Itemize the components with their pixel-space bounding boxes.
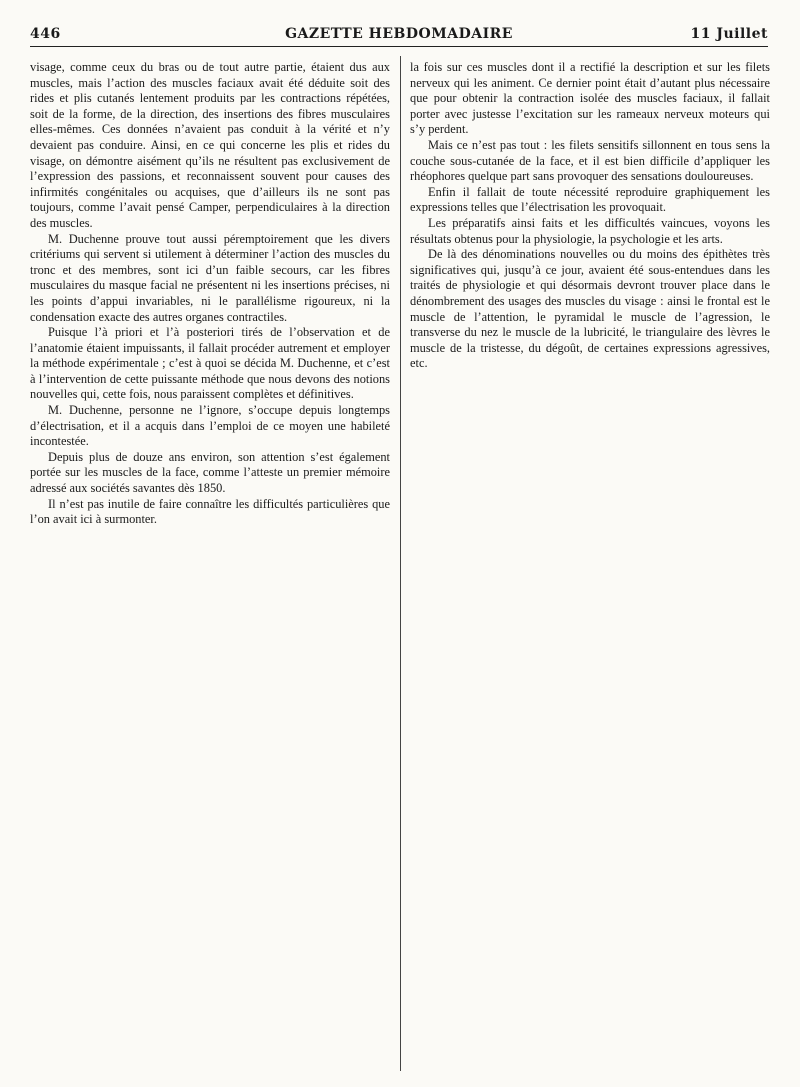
paragraph: Les préparatifs ainsi faits et les difficultés vaincues, voyons les résultats obtenus pour la physiologie, la psychologie et les arts.: [410, 215, 770, 246]
paragraph: la fois sur ces muscles dont il a rectifié la description et sur les filets nerveux qui les animent. Ce dernier point était d’autant plus nécessaire que pour obtenir la contraction isolée des muscles faciaux, il fallait porter avec justesse l’excitation sur les rameaux nerveux moteurs qui s’y perdent.: [410, 60, 770, 137]
journal-title: GAZETTE HEBDOMADAIRE: [285, 26, 513, 42]
running-header: [30, 26, 768, 47]
left-column: [30, 60, 390, 528]
paragraph: visage, comme ceux du bras ou de tout autre partie, étaient dus aux muscles, mais l’action des muscles faciaux avait été déduite soit des rides et plis cutanés lentement produits par les contractions répétées, soit de la forme, de la direction, des insertions des fibres musculaires elles-mêmes. Ces données n’avaient pas conduit à la vérité et n’y devaient pas conduire. Ainsi, en ce qui concerne les plis et rides du visage, on démontre aisément qu’ils ne résultent pas exclusivement de l’expression des passions, et reconnaissent souvent pour causes des infirmités congénitales ou acquises, que d’ailleurs ils ne sont pas toujours, comme l’avait pensé Camper, perpendiculaires à la direction des muscles.: [30, 60, 390, 230]
paragraph: M. Duchenne, personne ne l’ignore, s’occupe depuis longtemps d’électrisation, et il a acquis dans l’emploi de ce moyen une habileté incontestée.: [30, 403, 390, 449]
paragraph: M. Duchenne prouve tout aussi péremptoirement que les divers critériums qui servent si utilement à déterminer l’action des muscles du tronc et des membres, sont ici d’un faible secours, car les fibres musculaires du masque facial ne présentent ni les insertions précises, ni les points d’appui invariables, ni le parallélisme rigoureux, ni la condensation exacte des autres organes contractiles.: [30, 231, 390, 324]
paragraph: Puisque l’à priori et l’à posteriori tirés de l’observation et de l’anatomie étaient impuissants, il fallait procéder autrement et employer la méthode expérimentale ; c’est à quoi se décida M. Duchenne, et c’est à l’intervention de cette puissante méthode que nous devons des notions nouvelles qui, cette fois, nous paraissent complètes et définitives.: [30, 325, 390, 402]
issue-date: 11 Juillet: [690, 26, 768, 42]
paragraph: Mais ce n’est pas tout : les filets sensitifs sillonnent en tous sens la couche sous-cutanée de la face, et il est bien difficile d’appliquer les rhéophores quelque part sans provoquer des sensations douloureuses.: [410, 137, 770, 184]
paragraph: Depuis plus de douze ans environ, son attention s’est également portée sur les muscles de la face, comme l’atteste un premier mémoire adressé aux sociétés savantes dès 1850.: [30, 449, 390, 496]
paragraph: De là des dénominations nouvelles ou du moins des épithètes très significatives qui, jusqu’à ce jour, avaient été sous-entendues dans les traités de physiologie et qui désormais devront trouver place dans le dénombrement des usages des muscles du visage : ainsi le frontal est le muscle de l’attention, le pyramidal le muscle de l’agression, le transverse du nez le muscle de la lubricité, le triangulaire des lèvres le muscle de la tristesse, du dégoût, de certaines expressions agressives, etc.: [410, 247, 770, 371]
paragraph: Enfin il fallait de toute nécessité reproduire graphiquement les expressions telles que l’électrisation les provoquait.: [410, 184, 770, 215]
column-divider: [400, 56, 401, 1071]
right-column: [410, 60, 770, 372]
paragraph: Il n’est pas inutile de faire connaître les difficultés particulières que l’on avait ici à surmonter.: [30, 496, 390, 527]
page-number: 446: [30, 26, 61, 42]
